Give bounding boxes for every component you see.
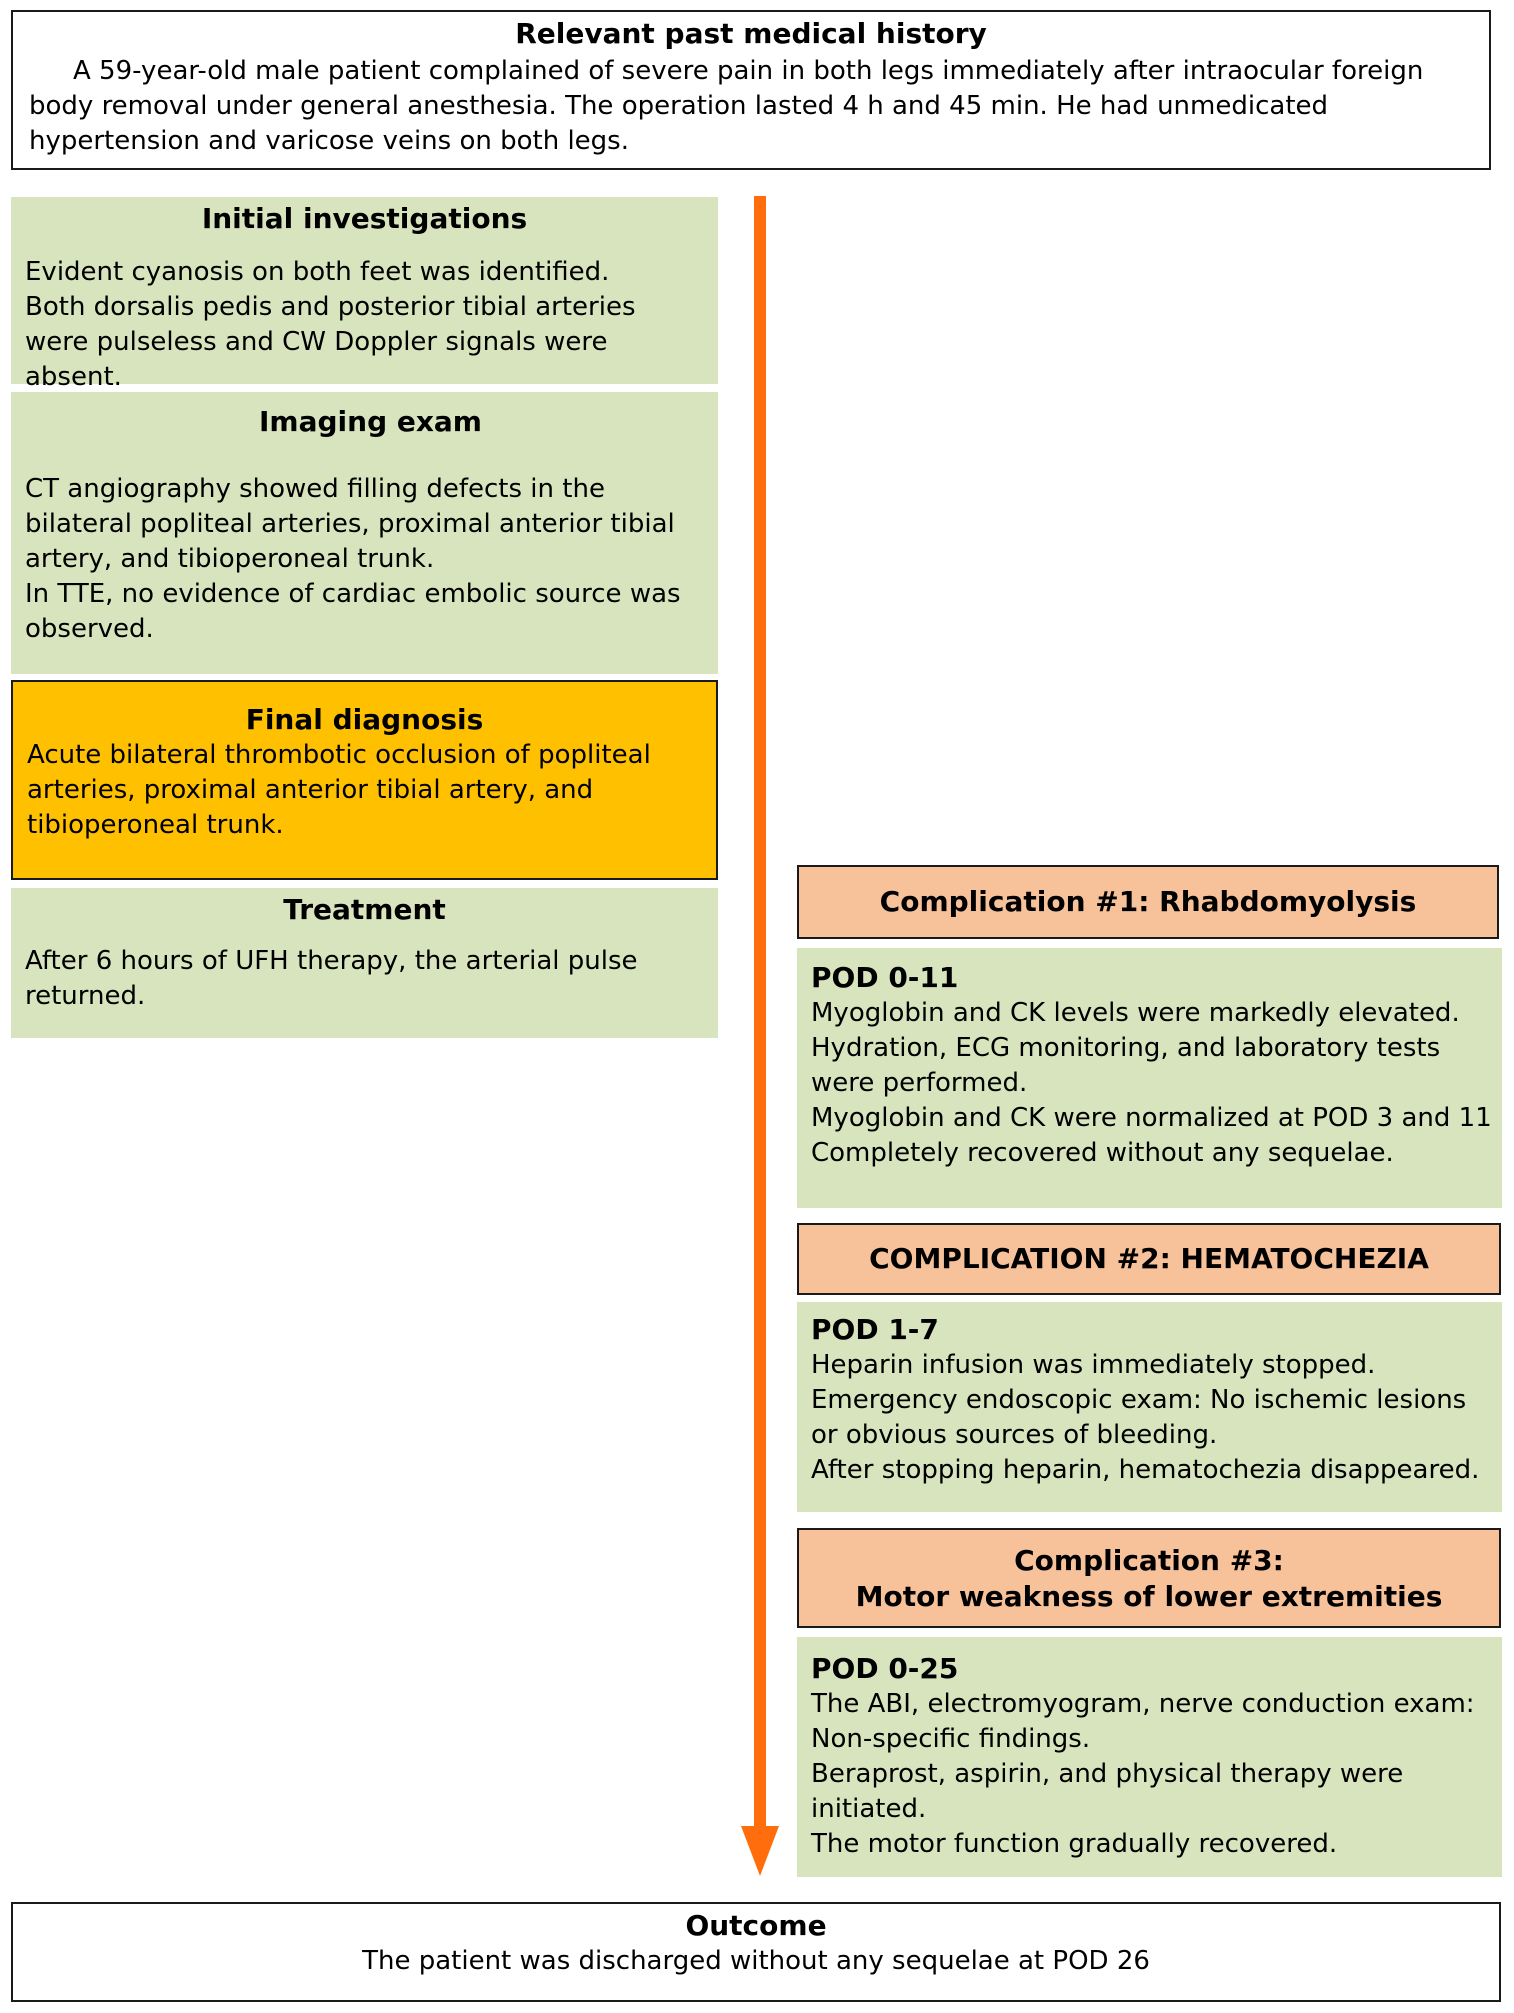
initial-investigations-text: Evident cyanosis on both feet was identified. Both dorsalis pedis and posterior tibial arteries were pulseless and CW Doppler signals were absent. [25,257,636,392]
history-box [11,10,1491,170]
outcome-text: The patient was discharged without any sequelae at POD 26 [362,1946,1150,1976]
imaging-exam-box [11,392,718,674]
timeline-arrow [739,196,781,1876]
complication-3-title-line2: Motor weakness of lower extremities [855,1580,1443,1613]
complication-2-header [797,1223,1501,1295]
treatment-box [11,888,718,1038]
complication-1-text: Myoglobin and CK levels were markedly elevated. Hydration, ECG monitoring, and laboratory tests were performed. Myoglobin and CK were normalized at POD 3 and 11 Completely recovered without any sequelae. [811,998,1492,1168]
history-title: Relevant past medical history [515,17,987,50]
initial-investigations-box [11,197,718,392]
timeline-arrow-shaft [754,196,766,1836]
complication-2-text: Heparin infusion was immediately stopped. Emergency endoscopic exam: No ischemic lesions or obvious sources of bleeding. After stopping heparin, hematochezia disappeared. [811,1350,1480,1485]
final-diagnosis-text: Acute bilateral thrombotic occlusion of popliteal arteries, proximal anterior tibial artery, and tibioperoneal trunk. [27,740,651,840]
treatment-title: Treatment [283,893,446,926]
complication-3-header [797,1528,1501,1628]
treatment-text: After 6 hours of UFH therapy, the arterial pulse returned. [25,946,638,1011]
complication-1-body [797,948,1502,1208]
imaging-exam-title: Imaging exam [259,405,482,438]
imaging-exam-text: CT angiography showed filling defects in the bilateral popliteal arteries, proximal anterior tibial artery, and tibioperoneal trunk. In TTE, no evidence of cardiac embolic source was observed. [25,474,681,644]
final-diagnosis-title: Final diagnosis [245,703,484,736]
outcome-box [11,1902,1501,2002]
timeline-arrow-head [741,1826,779,1876]
history-text: A 59-year-old male patient complained of severe pain in both legs immediately after intraocular foreign body removal under general anesthesia. The operation lasted 4 h and 45 min. He had unmedicated hypertension and varicose veins on both legs. [29,56,1424,156]
complication-2-body [797,1302,1502,1512]
complication-2-pod: POD 1-7 [811,1313,939,1346]
complication-3-text: The ABI, electromyogram, nerve conduction exam: Non-specific findings. Beraprost, aspirin, and physical therapy were initiated. The motor function gradually recovered. [811,1689,1475,1859]
complication-1-pod: POD 0-11 [811,961,959,994]
complication-3-body [797,1637,1502,1877]
initial-investigations-title: Initial investigations [201,202,528,235]
final-diagnosis-box [11,680,718,880]
outcome-title: Outcome [685,1909,827,1942]
complication-2-title: COMPLICATION #2: HEMATOCHEZIA [869,1242,1429,1275]
complication-1-header [797,865,1499,939]
complication-3-pod: POD 0-25 [811,1652,959,1685]
complication-3-title-line1: Complication #3: [1014,1544,1284,1577]
complication-1-title: Complication #1: Rhabdomyolysis [879,885,1417,918]
